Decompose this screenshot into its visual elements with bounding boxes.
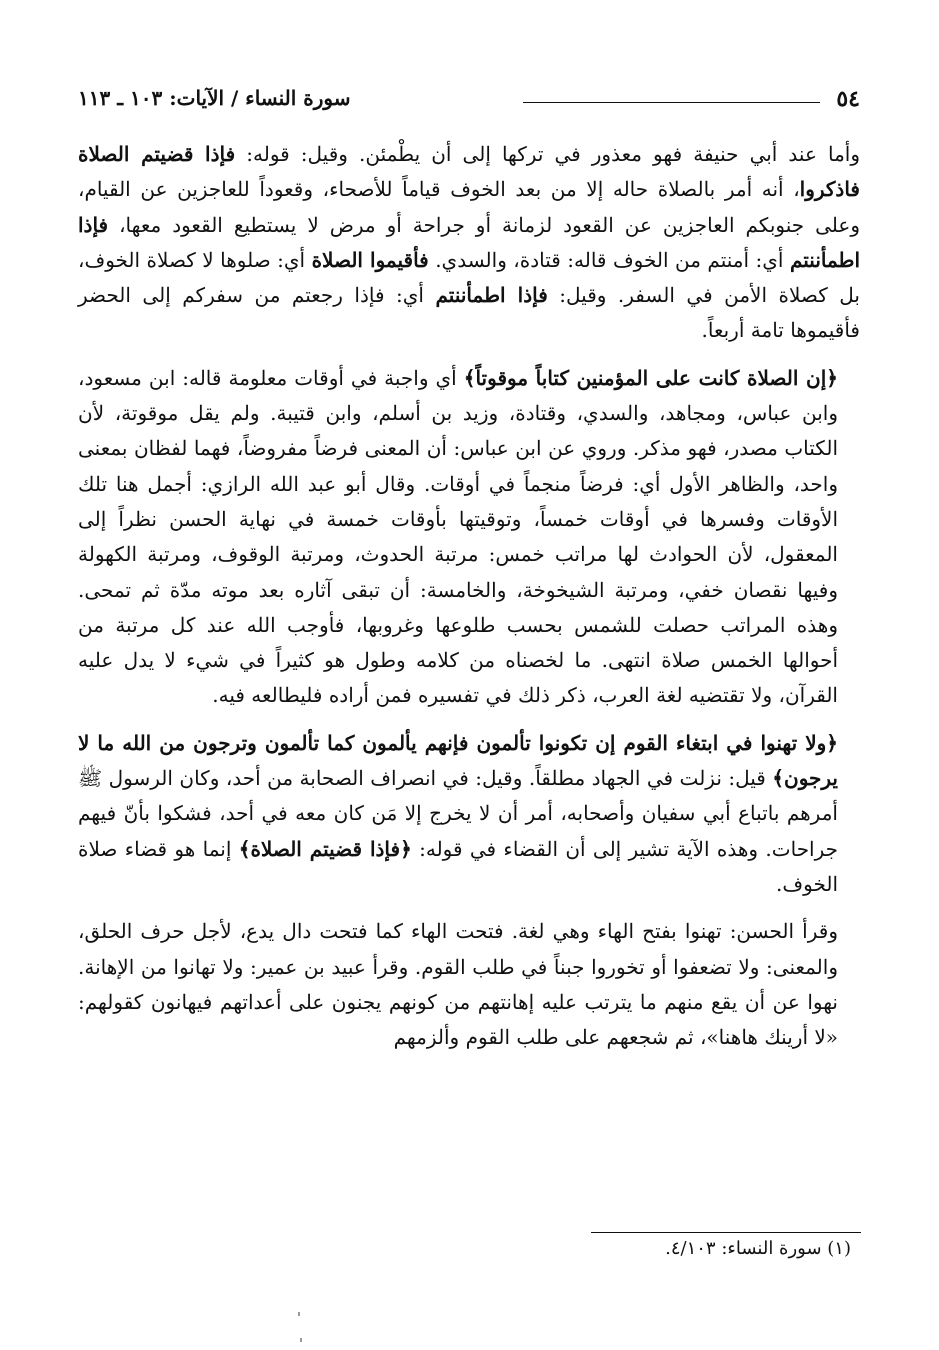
text-run: وأما عند أبي حنيفة فهو معذور في تركها إلى أن يطْمئن. وقيل: قوله: <box>235 142 861 166</box>
quran-term: فإذا اطمأننتم <box>78 212 861 272</box>
text-run: أي: صلوها لا كصلاة الخوف، بل كصلاة الأمن في السفر. وقيل: <box>78 247 860 308</box>
scan-speck <box>300 1338 302 1342</box>
text-run: ، أنه أمر بالصلاة حاله إلا من بعد الخوف قياماً للأصحاء، وقعوداً للعاجزين عن القيام، وعلى جنوبكم العاجزين عن القعود لزمانة أو جراحة أو مرض لا يستطيع القعود معها، <box>78 177 860 237</box>
body-text <box>78 137 860 1055</box>
text-run: قيل: نزلت في الجهاد مطلقاً. وقيل: في انصراف الصحابة من أحد، وكان الرسول ﷺ أمرهم باتباع أبي سفيان وأصحابه، أمر أن لا يخرج إلا مَن كان معه في أحد، فشكوا بأنّ فيهم جراحات. وهذه الآية تشير إلى أن القضاء في قوله: <box>78 766 839 861</box>
paragraph <box>78 361 860 714</box>
scan-speck <box>298 1312 300 1316</box>
quran-term: فإذا اطمأننتم <box>435 283 548 308</box>
quran-verse: ﴿إن الصلاة كانت على المؤمنين كتاباً موقوتاً﴾ <box>463 365 838 390</box>
quran-verse: ﴿فإذا قضيتم الصلاة﴾ <box>238 836 412 861</box>
page-header <box>78 84 860 118</box>
paragraph <box>78 137 860 349</box>
page-number: ٥٤ <box>836 86 860 112</box>
quran-term: فإذا قضيتم الصلاة فاذكروا <box>78 142 860 202</box>
text-run: إنما هو قضاء صلاة الخوف. <box>78 836 838 896</box>
quran-verse: ﴿ولا تهنوا في ابتغاء القوم إن تكونوا تألمون فإنهم يألمون كما تألمون وترجون من الله ما لا يرجون﴾ <box>78 730 838 791</box>
running-title: سورة النساء / الآيات: ١٠٣ ـ ١١٣ <box>78 86 351 110</box>
text-run: وقرأ الحسن: تهنوا بفتح الهاء وهي لغة. فتحت الهاء كما فتحت دال يدع، لأجل حرف الحلق، والمعنى: ولا تضعفوا أو تخوروا جبناً في طلب القوم. وقرأ عبيد بن عمير: ولا تهانوا من الإهانة. نهوا عن أن يقع منهم ما يترتب عليه إهانتهم من كونهم يجنون على أعداتهم فيهانون كقولهم: «لا أرينك هاهنا»، ثم شجعهم على طلب القوم وألزمهم <box>78 919 838 1050</box>
text-run: أي: فإذا رجعتم من سفركم إلى الحضر فأقيموها تامة أربعاً. <box>78 283 860 343</box>
quran-term: فأقيموا الصلاة <box>311 247 429 272</box>
text-run: أي واجبة في أوقات معلومة قاله: ابن مسعود، وابن عباس، ومجاهد، والسدي، وقتادة، وزيد بن أسلم، وابن قتيبة. ولم يقل موقوتة، لأن الكتاب مصدر، فهو مذكر. وروي عن ابن عباس: أن المعنى فرضاً مفروضاً، فهما لفظان بمعنى واحد، والظاهر الأول أي: فرضاً منجماً في أوقات. وقال أبو عبد الله الرازي: أجمل هنا تلك الأوقات وفسرها في أوقات خمساً، وتوقيتها بأوقات خمسة في نهاية الحسن نظراً إلى المعقول، لأن الحوادث لها مراتب خمس: مرتبة الحدوث، ومرتبة الوقوف، ومرتبة الكهولة وفيها نقصان خفي، ومرتبة الشيخوخة، والخامسة: أن تبقى آثاره بعد موته مدّة ثم تمحى. وهذه المراتب حصلت للشمس بحسب طلوعها وغروبها، فأوجب الله عند كل مرتبة من أحوالها الخمس صلاة انتهى. ما لخصناه من كلامه وطول هو كثيراً في شيء لا يدل عليه القرآن، ولا تقتضيه لغة العرب، ذكر ذلك في تفسيره فمن أراده فليطالعه فيه. <box>78 365 838 708</box>
footnote-rule <box>591 1232 861 1233</box>
header-rule <box>523 102 820 103</box>
paragraph <box>78 914 860 1055</box>
footnote: (١) سورة النساء: ٤/١٠٣. <box>665 1238 851 1259</box>
paragraph <box>78 726 860 902</box>
text-run: أي: أمنتم من الخوف قاله: قتادة، والسدي. <box>428 247 790 272</box>
